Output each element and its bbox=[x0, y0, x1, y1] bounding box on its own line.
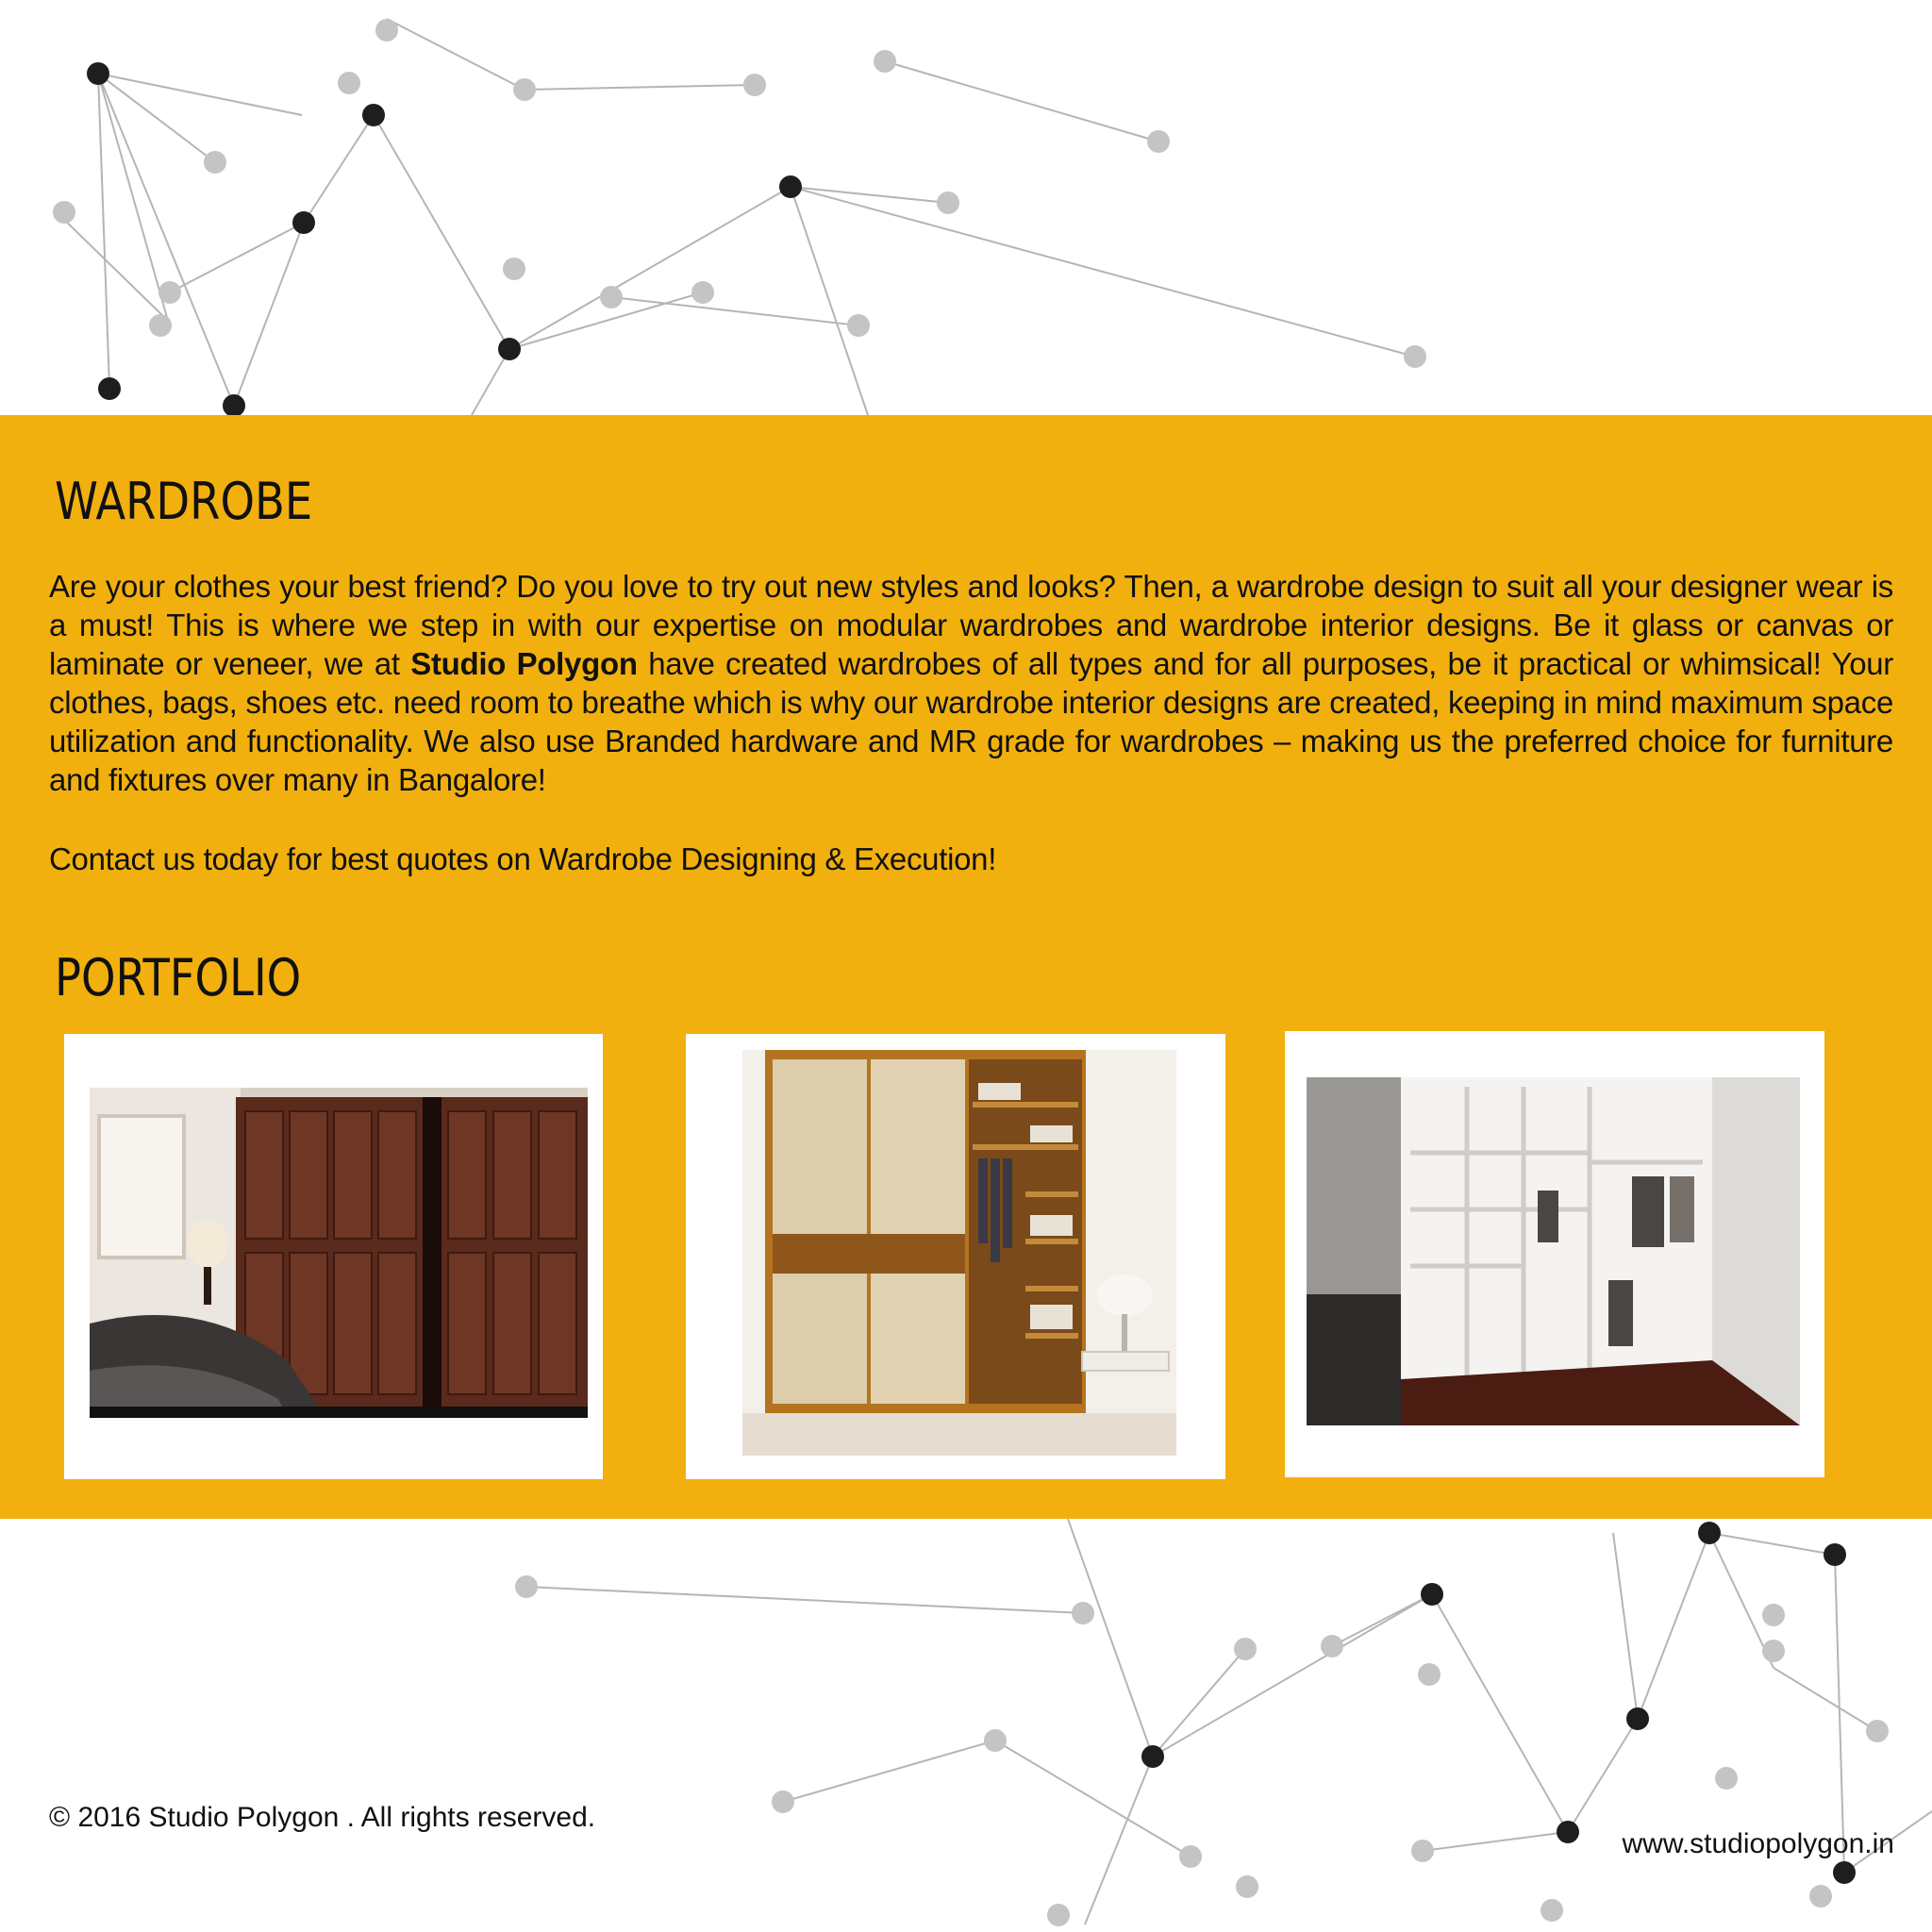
contact-line: Contact us today for best quotes on Wardrobe Designing & Execution! bbox=[49, 841, 997, 876]
portfolio-frame-3 bbox=[1285, 1031, 1824, 1477]
copyright-notice: © 2016 Studio Polygon . All rights reserved. bbox=[49, 1802, 596, 1833]
network-decoration-top bbox=[0, 0, 1932, 415]
wardrobe-description bbox=[49, 567, 1893, 799]
portfolio-frame-2 bbox=[686, 1034, 1225, 1479]
portfolio-image-wood-wardrobe bbox=[90, 1088, 588, 1418]
website-link[interactable]: www.studiopolygon.in bbox=[1622, 1828, 1894, 1859]
portfolio-frame-1 bbox=[64, 1034, 603, 1479]
portfolio-heading: PORTFOLIO bbox=[55, 948, 302, 1008]
portfolio-image-walk-in-wardrobe bbox=[1307, 1077, 1800, 1425]
content-band bbox=[0, 415, 1932, 1519]
brand-name: Studio Polygon bbox=[410, 646, 638, 681]
portfolio-image-sliding-wardrobe bbox=[742, 1050, 1176, 1456]
description-part-1: Are your clothes your best friend? Do you love to try out new styles and looks? Then, a wardrobe design to suit all your designer wear is a must! This is where we step in with our expertise on modular wardrobes and wardrobe interior designs. Be it glass or canvas or laminate or veneer, we at bbox=[49, 569, 1893, 681]
network-decoration-bottom bbox=[0, 1519, 1932, 1932]
wardrobe-heading: WARDROBE bbox=[55, 472, 313, 531]
description-part-2: have created wardrobes of all types and for all purposes, be it practical or whimsical! Your clothes, bags, shoes etc. need room to breathe which is why our wardrobe interior designs are created, keeping in mind maximum space utilization and functionality. We also use Branded hardware and MR grade for wardrobes – making us the preferred choice for furniture and fixtures over many in Bangalore! bbox=[49, 646, 1894, 797]
